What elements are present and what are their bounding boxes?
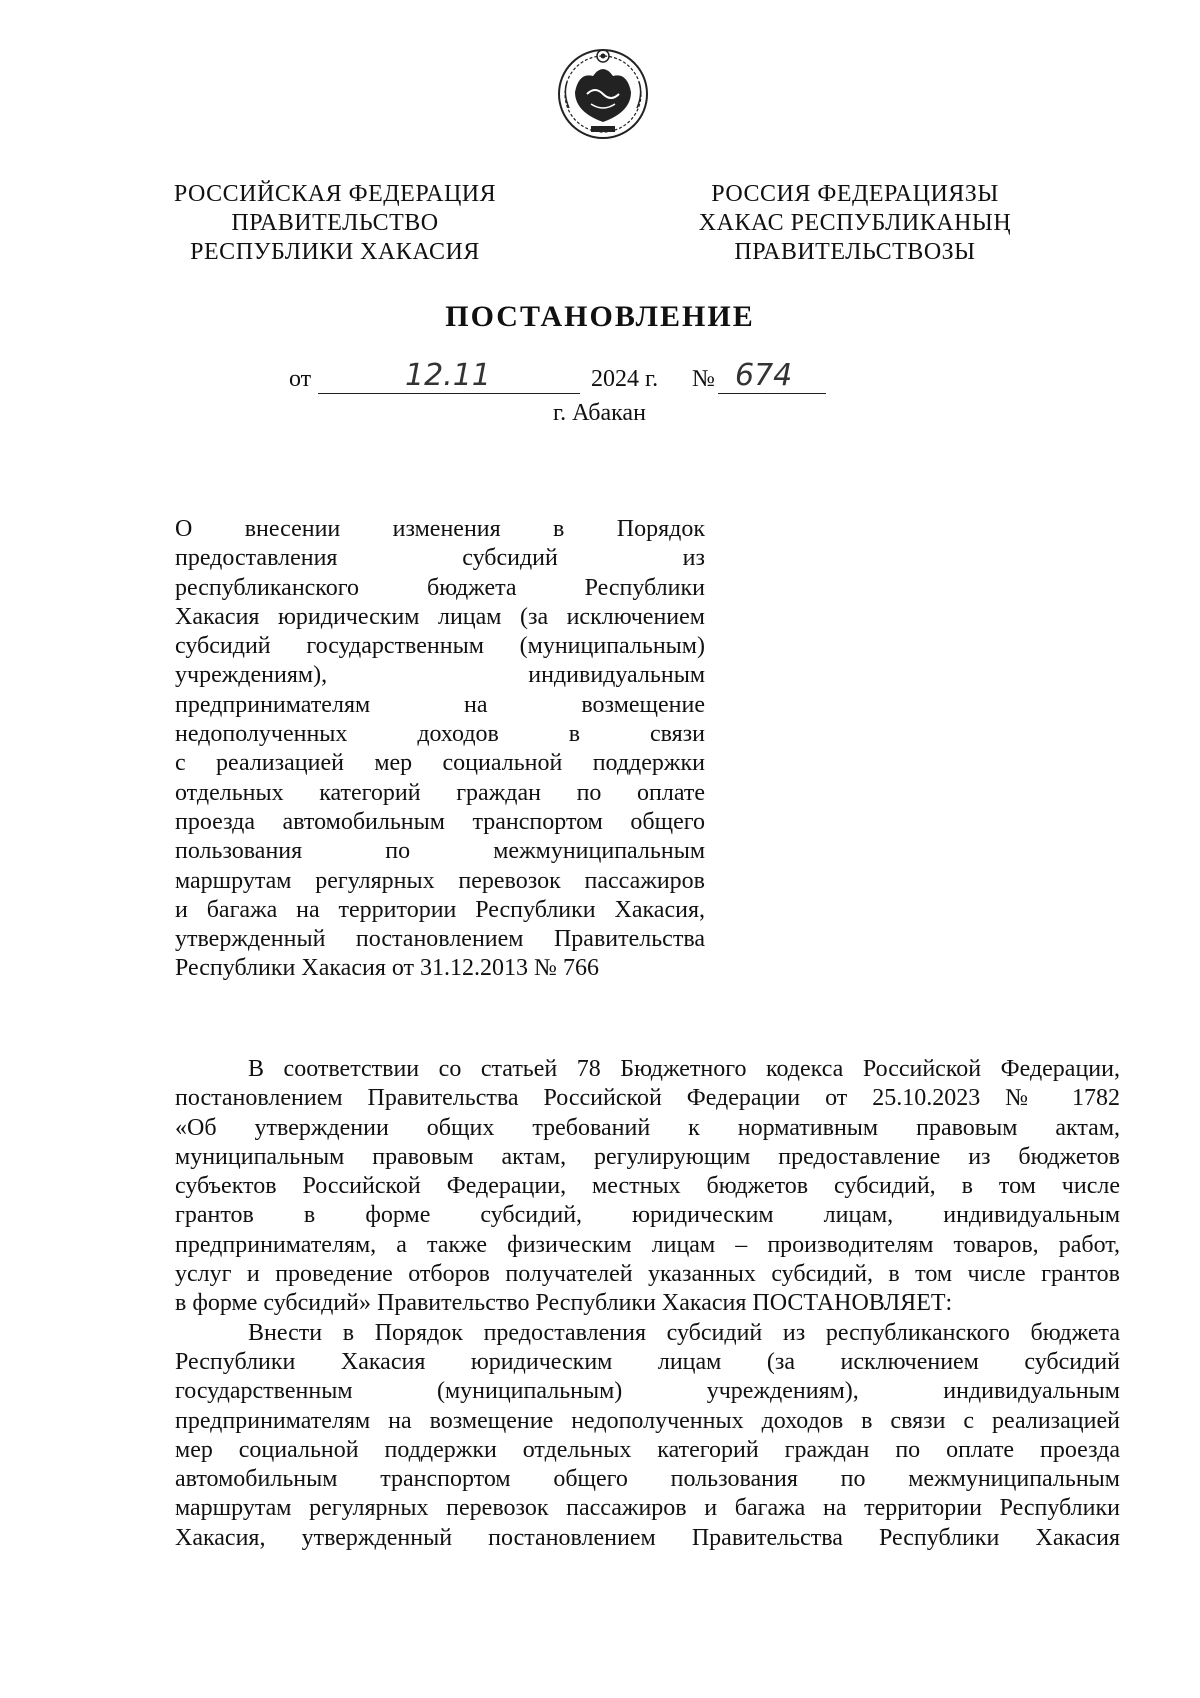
header-left-line: ПРАВИТЕЛЬСТВО <box>231 210 439 236</box>
document-title: ПОСТАНОВЛЕНИЕ <box>445 300 755 333</box>
date-prefix: от <box>289 366 312 392</box>
subject-line: учреждениям), индивидуальным <box>175 662 705 689</box>
paragraph-line: маршрутам регулярных перевозок пассажиров и багажа на территории Республики <box>175 1495 1120 1522</box>
paragraph-line: субъектов Российской Федерации, местных бюджетов субсидий, в том числе <box>175 1173 1120 1200</box>
subject-line: недополученных доходов в связи <box>175 721 705 748</box>
subject-line: отдельных категорий граждан по оплате <box>175 779 705 806</box>
subject-line: Республики Хакасия от 31.12.2013 № 766 <box>175 955 599 982</box>
date-underline <box>318 393 580 394</box>
subject-line: пользования по межмуниципальным <box>175 838 705 865</box>
paragraph-line: предпринимателям, а также физическим лицам – производителям товаров, работ, <box>175 1231 1120 1258</box>
paragraph-line: в форме субсидий» Правительство Республики Хакасия ПОСТАНОВЛЯЕТ: <box>175 1290 953 1317</box>
header-right-block <box>690 180 1020 267</box>
city-name: г. Абакан <box>553 400 646 426</box>
date-handwritten: 12.11 <box>405 358 491 393</box>
paragraph-line: государственным (муниципальным) учреждениям), индивидуальным <box>175 1378 1120 1405</box>
subject-line: предпринимателям на возмещение <box>175 691 705 718</box>
paragraph-line: автомобильным транспортом общего пользования по межмуниципальным <box>175 1466 1120 1493</box>
paragraph-line: Внести в Порядок предоставления субсидий из республиканского бюджета <box>248 1319 1120 1346</box>
subject-block <box>175 515 705 984</box>
number-prefix: № <box>692 366 715 392</box>
paragraph-line: услуг и проведение отборов получателей указанных субсидий, в том числе грантов <box>175 1261 1120 1288</box>
header-left-line: РЕСПУБЛИКИ ХАКАСИЯ <box>190 239 480 265</box>
header-right-line: РОССИЯ ФЕДЕРАЦИЯЗЫ <box>711 181 999 207</box>
paragraph-line: предпринимателям на возмещение недополученных доходов в связи с реализацией <box>175 1407 1120 1434</box>
paragraph-line: Хакасия, утвержденный постановлением Правительства Республики Хакасия <box>175 1524 1120 1551</box>
subject-line: республиканского бюджета Республики <box>175 574 705 601</box>
subject-line: О внесении изменения в Порядок <box>175 516 705 542</box>
subject-line: и багажа на территории Республики Хакасия, <box>175 896 705 923</box>
subject-line: утвержденный постановлением Правительства <box>175 926 705 953</box>
coat-of-arms-emblem <box>553 42 653 142</box>
number-handwritten: 674 <box>735 358 793 393</box>
body-text <box>175 1055 1120 1553</box>
paragraph-line: «Об утверждении общих требований к нормативным правовым актам, <box>175 1114 1120 1141</box>
number-underline <box>718 393 826 394</box>
paragraph-line: муниципальным правовым актам, регулирующим предоставление из бюджетов <box>175 1143 1120 1170</box>
year-label: 2024 г. <box>591 366 659 392</box>
header-left-line: РОССИЙСКАЯ ФЕДЕРАЦИЯ <box>173 181 497 207</box>
header-right-line: ХАКАС РЕСПУБЛИКАНЫҢ <box>698 210 1012 236</box>
paragraph-line: Республики Хакасия юридическим лицам (за исключением субсидий <box>175 1348 1120 1375</box>
paragraph-line: грантов в форме субсидий, юридическим лицам, индивидуальным <box>175 1202 1120 1229</box>
subject-line: проезда автомобильным транспортом общего <box>175 808 705 835</box>
subject-line: Хакасия юридическим лицам (за исключением <box>175 603 705 630</box>
subject-line: маршрутам регулярных перевозок пассажиров <box>175 867 705 894</box>
subject-line: субсидий государственным (муниципальным) <box>175 633 705 660</box>
header-left-block <box>170 180 500 267</box>
date-number-line <box>0 358 1200 400</box>
paragraph-line: В соответствии со статьей 78 Бюджетного кодекса Российской Федерации, <box>248 1056 1120 1082</box>
paragraph-line: мер социальной поддержки отдельных категорий граждан по оплате проезда <box>175 1436 1120 1463</box>
paragraph-line: постановлением Правительства Российской Федерации от 25.10.2023 № 1782 <box>175 1085 1120 1112</box>
subject-line: предоставления субсидий из <box>175 545 705 572</box>
header-right-line: ПРАВИТЕЛЬСТВОЗЫ <box>734 239 976 265</box>
subject-line: с реализацией мер социальной поддержки <box>175 750 705 777</box>
